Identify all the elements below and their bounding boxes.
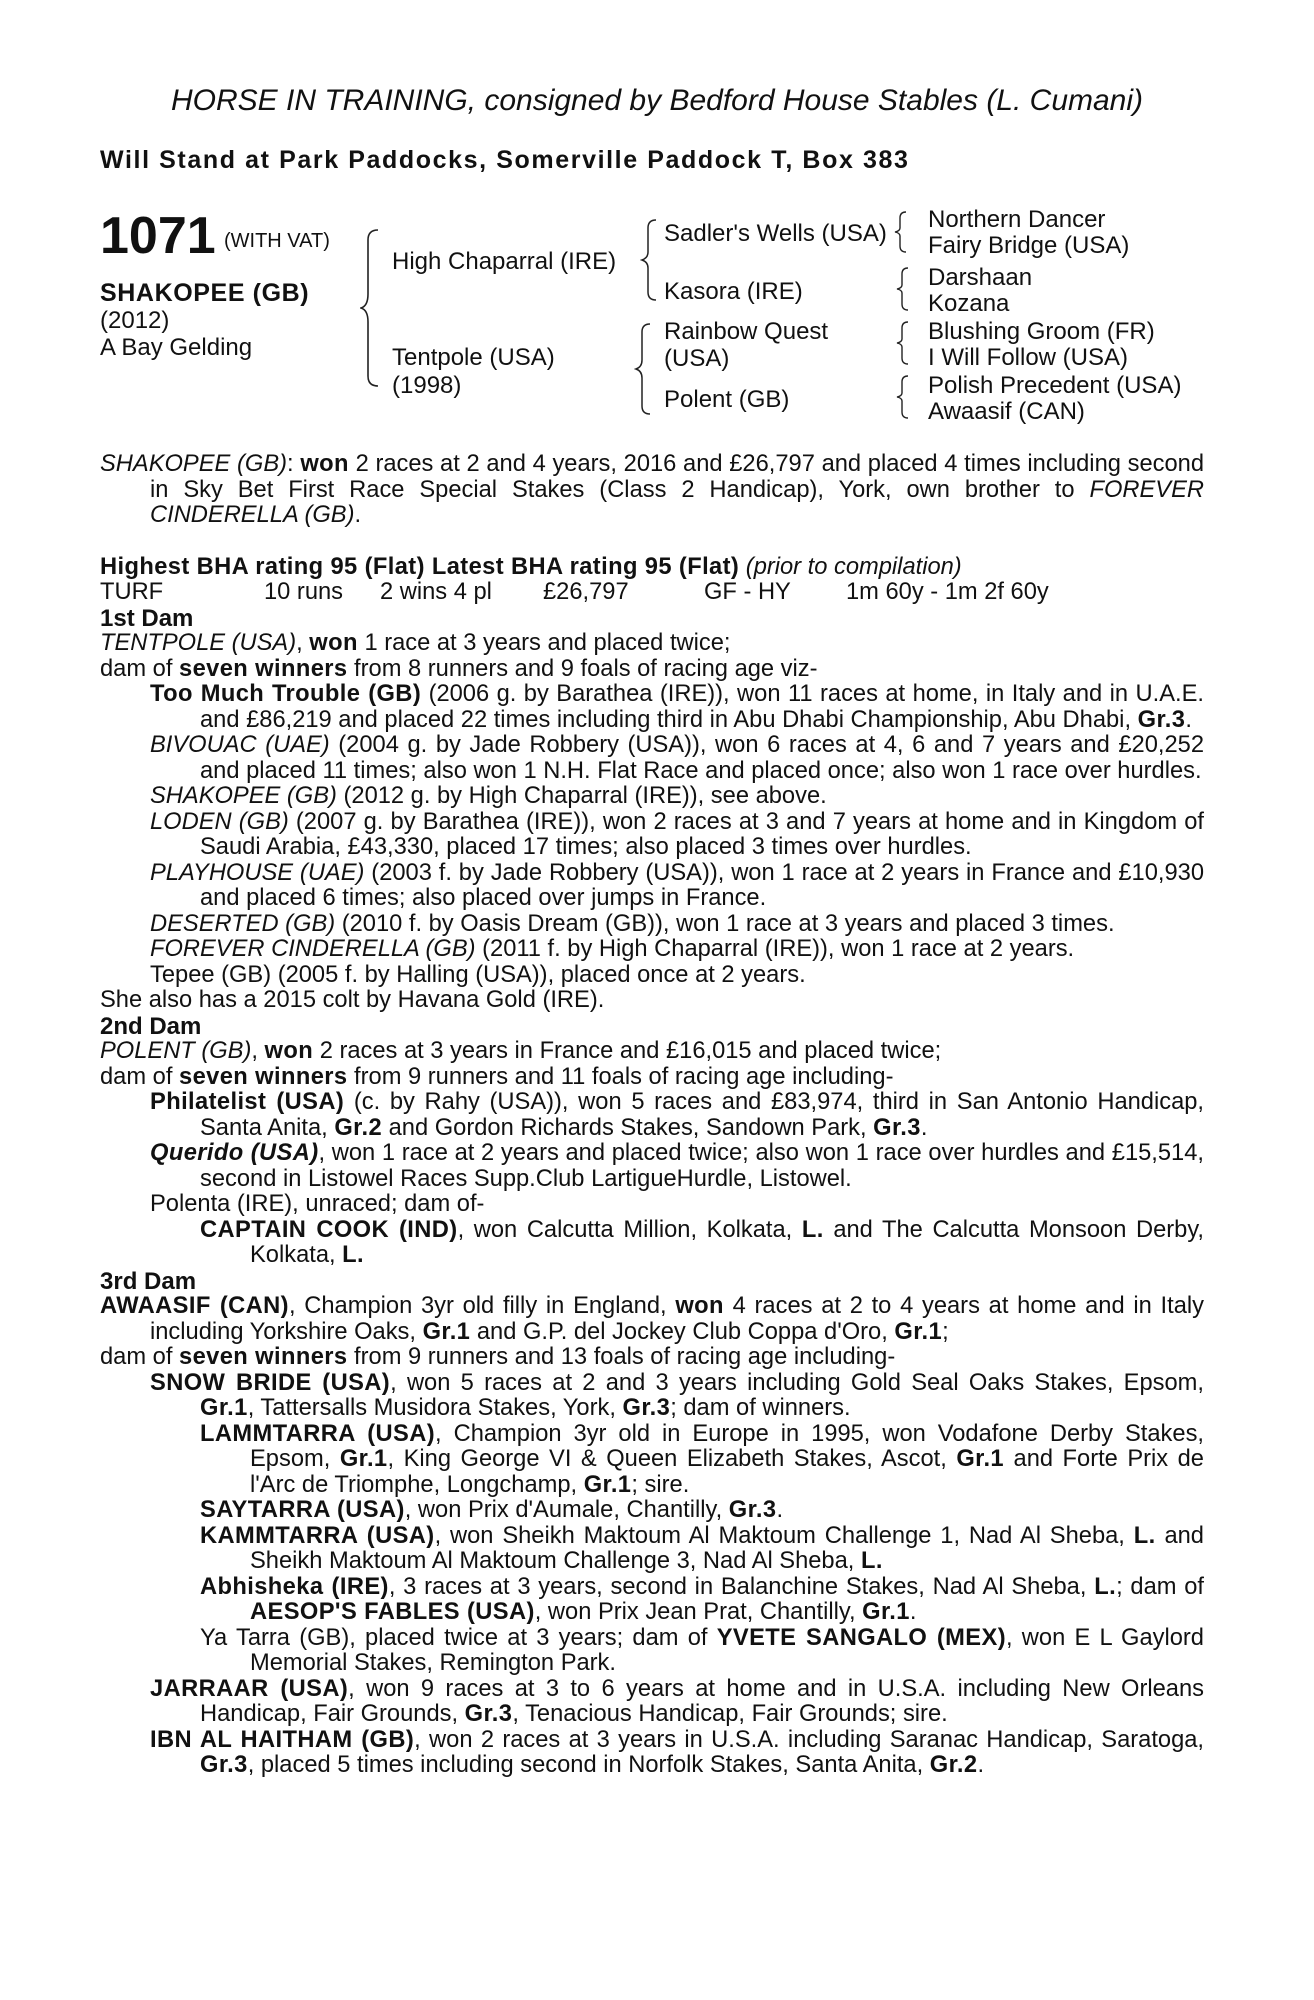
grand-progeny-entry: CAPTAIN COOK (IND), won Calcutta Million, Kolkata, L. and The Calcutta Monsoon Derby, Kolkata, L. [200,1216,1205,1268]
dam-dam: Polent (GB) [664,386,790,413]
stand-location: Will Stand at Park Paddocks, Somerville Paddock T, Box 383 [100,146,910,174]
dam-name: Tentpole (USA) [392,344,555,371]
progeny-entry: FOREVER CINDERELLA (GB) (2011 f. by High Chaparral (IRE)), won 1 race at 2 years. [150,936,1075,962]
turf-record: TURF 10 runs 2 wins 4 pl £26,797 GF - HY 1m 60y - 1m 2f 60y [100,579,1049,605]
dam-year: (1998) [392,372,462,399]
lot-number: 1071 [100,207,216,265]
dam-sire-line1: Rainbow Quest [664,318,829,345]
summary-horse: SHAKOPEE (GB) [100,451,288,477]
progeny-entry: LODEN (GB) (2007 g. by Barathea (IRE)), won 2 races at 3 and 7 years at home and in Kingdom of Saudi Arabia, £43,330, placed 17 times; also placed 3 times over hurdles. [150,808,1205,860]
second-dam-produce: dam of seven winners from 9 runners and 11 foals of racing age including- [100,1063,894,1090]
progeny-entry: BIVOUAC (UAE) (2004 g. by Jade Robbery (USA)), won 6 races at 4, 6 and 7 years and £20,252 and placed 11 times; also won 1 N.H. Flat Race and placed once; also won 1 race over hurdles. [150,732,1204,784]
first-dam-produce: dam of seven winners from 8 runners and 9 foals of racing age viz- [100,655,818,682]
third-dam-record: AWAASIF (CAN), Champion 3yr old filly in England, won 4 races at 2 to 4 years at home and in Italy including Yorkshire Oaks, Gr.1 and G.P. del Jockey Club Coppa d'Oro, Gr.1; [100,1293,1204,1345]
sd-brace [894,266,916,312]
sire-dam-sire: Darshaan [928,264,1033,291]
grand-progeny-entry: KAMMTARRA (USA), won Sheikh Maktoum Al Maktoum Challenge 1, Nad Al Sheba, L. and Sheikh Maktoum Al Maktoum Challenge 3, Nad Al Sheba, L. [200,1522,1204,1574]
grand-progeny-entry: Abhisheka (IRE), 3 races at 3 years, second in Balanchine Stakes, Nad Al Sheba, L.; dam of AESOP'S FABLES (USA), won Prix Jean Prat, Chantilly, Gr.1. [200,1573,1205,1625]
ds-brace [894,320,916,366]
sire-sire-dam: Fairy Bridge (USA) [928,232,1130,259]
first-dam-foal-note: She also has a 2015 colt by Havana Gold (IRE). [100,987,605,1013]
progeny-entry: Philatelist (USA) (c. by Rahy (USA)), won 5 races and £83,974, third in San Antonio Handicap, Santa Anita, Gr.2 and Gordon Richards Stakes, Sandown Park, Gr.3. [150,1089,1204,1141]
sire-name: High Chaparral (IRE) [392,248,617,275]
dam-sire-sire: Blushing Groom (FR) [928,318,1155,345]
first-dam-record: TENTPOLE (USA), won 1 race at 3 years and placed twice; [100,630,731,656]
sire-dam-dam: Kozana [928,290,1010,317]
dam-dam-dam: Awaasif (CAN) [928,398,1085,425]
second-dam-record: POLENT (GB), won 2 races at 3 years in France and £16,015 and placed twice; [100,1038,942,1064]
sire-sire-sire: Northern Dancer [928,206,1106,233]
progeny-entry: Tepee (GB) (2005 f. by Halling (USA)), placed once at 2 years. [150,961,806,988]
horse-description: A Bay Gelding [100,334,253,361]
progeny-entry: Polenta (IRE), unraced; dam of- [150,1191,485,1217]
progeny-entry: SNOW BRIDE (USA), won 5 races at 2 and 3 years including Gold Seal Oaks Stakes, Epsom, Gr.1, Tattersalls Musidora Stakes, York, Gr.3; dam of winners. [150,1369,1204,1421]
third-dam-heading: 3rd Dam [100,1267,197,1295]
sire-line-brace [640,218,666,302]
catalogue-body [100,452,1204,1779]
progeny-entry: IBN AL HAITHAM (GB), won 2 races at 3 years in U.S.A. including Saranac Handicap, Saratoga, Gr.3, placed 5 times including second in Norfolk Stakes, Santa Anita, Gr.2. [150,1726,1205,1778]
progeny-entry: SHAKOPEE (GB) (2012 g. by High Chaparral (IRE)), see above. [150,783,827,809]
summary-sibling: FOREVER CINDERELLA (GB) [150,476,1204,528]
grand-progeny-entry: Ya Tarra (GB), placed twice at 3 years; dam of YVETE SANGALO (MEX), won E L Gaylord Memorial Stakes, Remington Park. [200,1624,1204,1676]
horse-name: SHAKOPEE (GB) [100,279,310,307]
progeny-entry: PLAYHOUSE (UAE) (2003 f. by Jade Robbery (USA)), won 1 race at 2 years in France and £10,930 and placed 6 times; also placed over jumps in France. [150,859,1204,911]
progeny-entry: JARRAAR (USA), won 9 races at 3 to 6 years at home and in U.S.A. including New Orleans Handicap, Fair Grounds, Gr.3, Tenacious Handicap, Fair Grounds; sire. [150,1675,1204,1727]
dd-brace [894,374,916,420]
race-summary: SHAKOPEE (GB): won 2 races at 2 and 4 years, 2016 and £26,797 and placed 4 times including second in Sky Bet First Race Special Stakes (Class 2 Handicap), York, own brother to FOREVER CINDERELLA (GB). [100,451,1204,528]
ss-brace [892,210,914,254]
progeny-entry: Too Much Trouble (GB) (2006 g. by Barathea (IRE)), won 11 races at home, in Italy and in U.A.E. and £86,219 and placed 22 times including third in Abu Dhabi Championship, Abu Dhabi, Gr.3. [150,681,1204,733]
second-dam-heading: 2nd Dam [100,1012,202,1040]
third-dam-produce: dam of seven winners from 9 runners and 13 foals of racing age including- [100,1344,896,1370]
first-dam-heading: 1st Dam [100,604,194,632]
dam-sire-dam: I Will Follow (USA) [928,344,1129,371]
sire-sire: Sadler's Wells (USA) [664,220,887,247]
progeny-entry: Querido (USA), won 1 race at 2 years and placed twice; also won 1 race over hurdles and £15,514, second in Listowel Races Supp.Club LartigueHurdle, Listowel. [150,1140,1204,1192]
bha-rating: Highest BHA rating 95 (Flat) Latest BHA rating 95 (Flat) (prior to compilation) [100,553,962,580]
consignor-header: HORSE IN TRAINING, consigned by Bedford House Stables (L. Cumani) [170,84,1144,117]
sire-dam: Kasora (IRE) [664,278,803,305]
dam-line-brace [634,322,660,416]
progeny-entry: DESERTED (GB) (2010 f. by Oasis Dream (GB)), won 1 race at 3 years and placed 3 times. [150,910,1115,937]
vat-note: (WITH VAT) [224,230,330,252]
grand-progeny-entry: SAYTARRA (USA), won Prix d'Aumale, Chantilly, Gr.3. [200,1497,784,1523]
foaling-year: (2012) [100,307,170,334]
dam-dam-sire: Polish Precedent (USA) [928,372,1182,399]
grand-progeny-entry: LAMMTARRA (USA), Champion 3yr old in Europe in 1995, won Vodafone Derby Stakes, Epsom, Gr.1, King George VI & Queen Elizabeth Stakes, Ascot, Gr.1 and Forte Prix de l'Arc de Triomphe, Longchamp, Gr.1; sire. [200,1420,1204,1498]
sire-dam-brace [360,228,390,388]
dam-sire-line2: (USA) [664,345,730,372]
